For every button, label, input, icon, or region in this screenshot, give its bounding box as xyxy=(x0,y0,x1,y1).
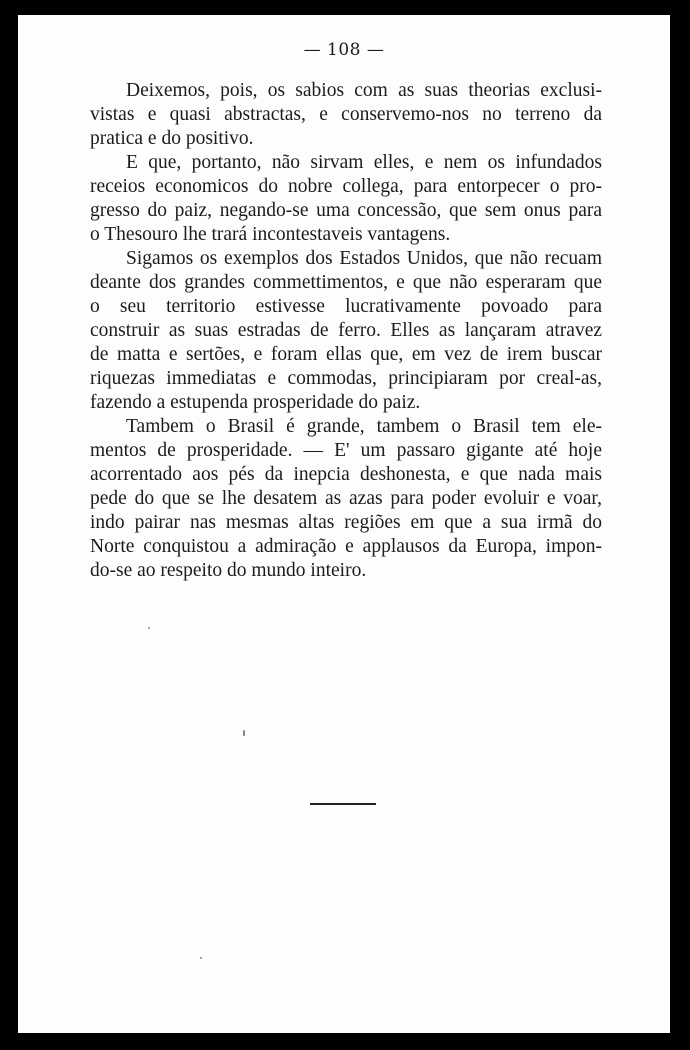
text-line: o Thesouro lhe trará incontestaveis vantagens. xyxy=(90,224,451,245)
print-speck xyxy=(243,730,245,736)
page-number: — 108 — xyxy=(303,40,385,60)
text-line: deante dos grandes commettimentos, e que não esperaram que xyxy=(90,272,602,293)
paragraph xyxy=(90,247,602,415)
text-line: fazendo a estupenda prosperidade do paiz. xyxy=(90,392,421,413)
print-speck xyxy=(148,627,150,629)
paragraph xyxy=(90,151,602,247)
text-line: pede do que se lhe desatem as azas para poder evoluir e voar, xyxy=(90,488,602,509)
text-line: gresso do paiz, negando-se uma concessão, que sem onus para xyxy=(90,200,602,221)
text-line: pratica e do positivo. xyxy=(90,128,254,149)
text-line: de matta e sertões, e foram ellas que, em vez de irem buscar xyxy=(90,344,602,365)
text-line: riquezas immediatas e commodas, principiaram por creal-as, xyxy=(90,368,602,389)
paragraph xyxy=(90,415,602,583)
text-line: Tambem o Brasil é grande, tambem o Brasil tem ele- xyxy=(126,416,602,437)
text-line: Norte conquistou a admiração e applausos da Europa, impon- xyxy=(90,536,602,557)
text-line: construir as suas estradas de ferro. Elles as lançaram atravez xyxy=(90,320,602,341)
body-text xyxy=(90,79,602,583)
text-line: Sigamos os exemplos dos Estados Unidos, que não recuam xyxy=(126,248,602,269)
text-line: do-se ao respeito do mundo inteiro. xyxy=(90,560,367,581)
text-line: o seu territorio estivesse lucrativamente povoado para xyxy=(90,296,602,317)
text-line: mentos de prosperidade. — E' um passaro gigante até hoje xyxy=(90,440,602,461)
text-line: indo pairar nas mesmas altas regiões em que a sua irmã do xyxy=(90,512,602,533)
text-line: receios economicos do nobre collega, para entorpecer o pro- xyxy=(90,176,602,197)
print-speck xyxy=(200,957,202,959)
text-line: E que, portanto, não sirvam elles, e nem os infundados xyxy=(126,152,602,173)
book-page xyxy=(18,15,670,1033)
text-line: Deixemos, pois, os sabios com as suas theorias exclusi- xyxy=(126,80,602,101)
text-line: vistas e quasi abstractas, e conservemo-nos no terreno da xyxy=(90,104,602,125)
end-rule-divider xyxy=(310,803,376,805)
paragraph xyxy=(90,79,602,151)
text-line: acorrentado aos pés da inepcia deshonesta, e que nada mais xyxy=(90,464,602,485)
